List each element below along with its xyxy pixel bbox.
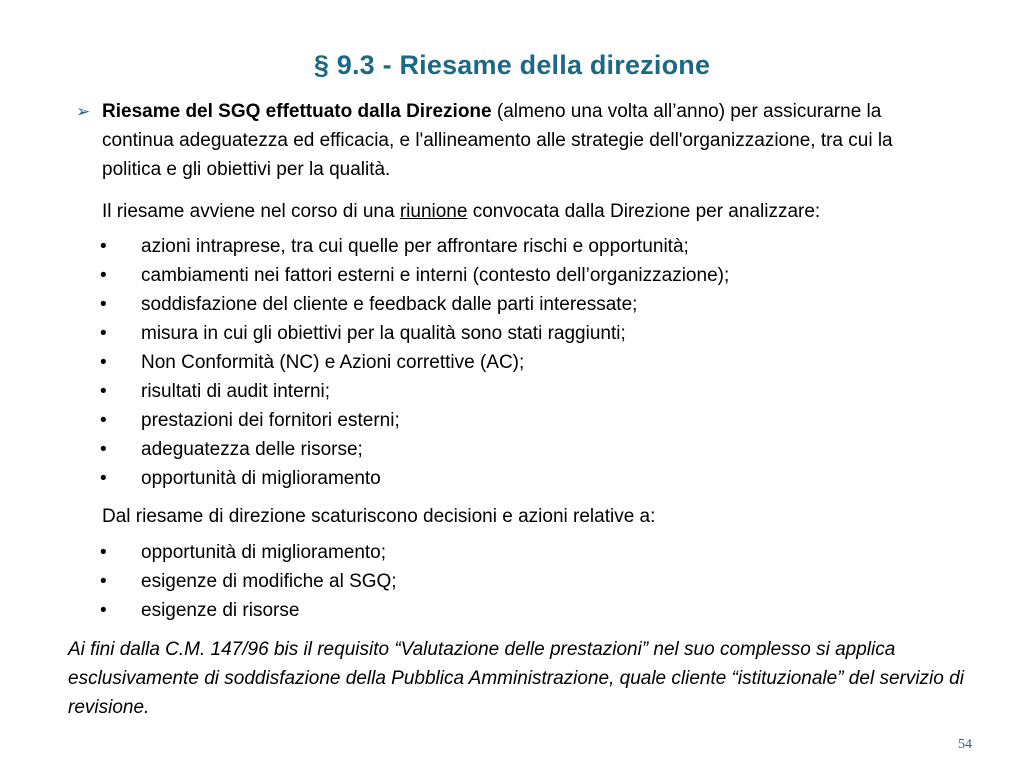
list-item-text: misura in cui gli obiettivi per la qualità sono stati raggiunti; [141,323,626,344]
page-number: 54 [958,737,972,752]
list-item-text: Non Conformità (NC) e Azioni correttive (AC); [141,352,525,373]
decisions-bullet-list [100,538,960,625]
list-item-text: risultati di audit interni; [141,381,331,402]
bullet-icon: • [100,439,107,460]
italic-note: Ai fini dalla C.M. 147/96 bis il requisito “Valutazione delle prestazioni” nel suo complesso si applica esclusivamente di soddisfazione della Pubblica Amministrazione, quale cliente “istituzionale” del servizio di revisione. [68,639,964,718]
list-item [100,348,960,377]
intro-before: Il riesame avviene nel corso di una [102,201,400,222]
bullet-icon: • [100,381,107,402]
arrow-bullet-icon: ➢ [76,102,91,121]
bullet-icon: • [100,352,107,373]
bullet-icon: • [100,468,107,489]
bullet-icon: • [100,323,107,344]
analysis-bullet-list [100,232,960,493]
list-item [100,319,960,348]
list-item-text: opportunità di miglioramento [141,468,381,489]
list-item [100,538,960,567]
intro-paragraph [102,197,982,226]
list-item [100,567,960,596]
list-item [100,406,960,435]
list-item [100,435,960,464]
bullet-icon: • [100,265,107,286]
list-item-text: esigenze di modifiche al SGQ; [141,571,397,592]
list-item-text: azioni intraprese, tra cui quelle per affrontare rischi e opportunità; [141,236,689,257]
bullet-icon: • [100,236,107,257]
list-item [100,290,960,319]
list-item-text: esigenze di risorse [141,600,300,621]
list-item-text: prestazioni dei fornitori esterni; [141,410,400,431]
list-item-text: adeguatezza delle risorse; [141,439,363,460]
list-item-text: opportunità di miglioramento; [141,542,387,563]
list-item-text: cambiamenti nei fattori esterni e interni (contesto dell’organizzazione); [141,265,730,286]
bullet-icon: • [100,294,107,315]
arrow-item-text [102,97,956,184]
bullet-icon: • [100,571,107,592]
intro-underlined: riunione [399,201,468,222]
intro-after: convocata dalla Direzione per analizzare: [467,201,821,222]
list-item [100,464,960,493]
bullet-icon: • [100,600,107,621]
list-item [100,377,960,406]
decisions-paragraph: Dal riesame di direzione scaturiscono decisioni e azioni relative a: [102,506,656,527]
arrow-item-bold: Riesame del SGQ effettuato dalla Direzione [102,101,492,122]
list-item-text: soddisfazione del cliente e feedback dalle parti interessate; [141,294,638,315]
list-item [100,596,960,625]
arrow-list-item [76,97,956,184]
slide-title: § 9.3 - Riesame della direzione [313,50,711,80]
list-item [100,261,960,290]
list-item [100,232,960,261]
bullet-icon: • [100,542,107,563]
arrow-item-rest: (almeno una volta all’anno) per assicurarne la continua adeguatezza ed efficacia, e l'allineamento alle strategie dell'organizzazione, tra cui la politica e gli obiettivi per la qualità. [102,101,893,180]
bullet-icon: • [100,410,107,431]
